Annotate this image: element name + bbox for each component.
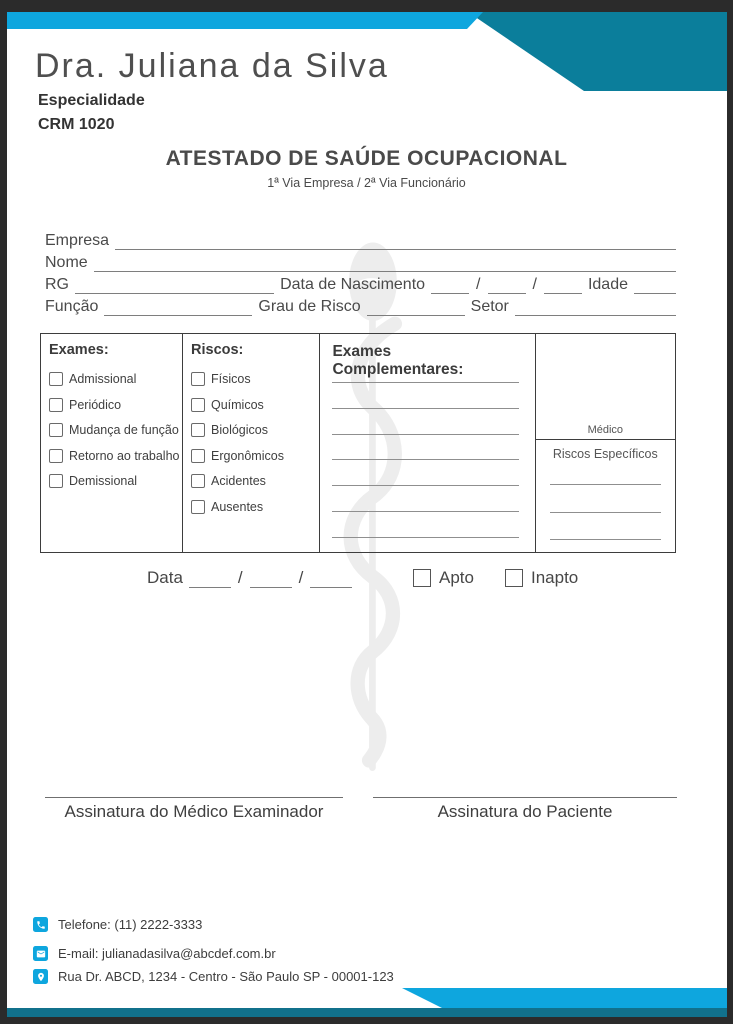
checkbox-item[interactable] xyxy=(191,423,311,437)
grau-risco-label: Grau de Risco xyxy=(258,298,361,315)
date-row xyxy=(147,568,358,588)
doctor-signature-line xyxy=(45,797,343,798)
blank-line xyxy=(332,485,518,486)
checkbox-label: Retorno ao trabalho xyxy=(69,448,180,463)
apto-option[interactable] xyxy=(413,568,474,588)
doctor-specialty: Especialidade xyxy=(38,92,145,109)
contact-address-row xyxy=(33,969,394,984)
medico-label: Médico xyxy=(587,424,624,436)
exam-table xyxy=(40,333,676,553)
checkbox-item[interactable] xyxy=(191,449,311,463)
checkbox[interactable] xyxy=(49,372,63,386)
checkbox-item[interactable] xyxy=(191,474,311,488)
phone-icon xyxy=(33,917,48,932)
data-dia-fill xyxy=(189,572,231,588)
field-row-rg-nascimento xyxy=(45,276,676,294)
empresa-label: Empresa xyxy=(45,232,110,249)
patient-signature-block xyxy=(373,797,677,822)
exames-checkbox-list xyxy=(49,372,180,488)
checkbox-label: Biológicos xyxy=(211,423,268,437)
patient-signature-label: Assinatura do Paciente xyxy=(437,802,613,821)
checkbox-item[interactable] xyxy=(49,448,180,463)
checkbox-item[interactable] xyxy=(49,474,174,488)
checkbox-item[interactable] xyxy=(49,398,174,412)
checkbox[interactable] xyxy=(49,423,63,437)
slash: / xyxy=(476,276,481,293)
checkbox[interactable] xyxy=(191,372,205,386)
exames-complementares-header: Exames Complementares: xyxy=(332,343,464,378)
checkbox[interactable] xyxy=(49,474,63,488)
nome-label: Nome xyxy=(45,254,88,271)
blank-line xyxy=(550,539,661,540)
blank-line xyxy=(332,382,518,383)
doctor-signature-block xyxy=(45,797,343,822)
blank-line xyxy=(332,537,518,538)
checkbox-label: Mudança de função xyxy=(69,423,179,437)
bottom-teal-band xyxy=(0,1008,733,1020)
nascimento-ano-fill xyxy=(544,279,582,294)
riscos-checkbox-list xyxy=(191,372,311,514)
patient-signature-line xyxy=(373,797,677,798)
checkbox-item[interactable] xyxy=(49,372,174,386)
checkbox-label: Ergonômicos xyxy=(211,448,284,463)
checkbox[interactable] xyxy=(191,474,205,488)
field-row-funcao-risco-setor xyxy=(45,298,676,316)
checkbox-label: Físicos xyxy=(211,372,251,386)
riscos-especificos-cell xyxy=(536,440,675,552)
funcao-fill-line xyxy=(104,301,252,316)
location-pin-icon xyxy=(33,969,48,984)
document-title: ATESTADO DE SAÚDE OCUPACIONAL xyxy=(165,147,568,170)
idade-label: Idade xyxy=(587,276,628,293)
blank-line xyxy=(550,512,661,513)
checkbox[interactable] xyxy=(49,449,63,463)
apto-checkbox[interactable] xyxy=(413,569,431,587)
exames-column xyxy=(41,334,183,552)
empresa-fill-line xyxy=(115,235,676,250)
rg-label: RG xyxy=(45,276,69,293)
document-subtitle: 1ª Via Empresa / 2ª Via Funcionário xyxy=(267,176,466,190)
slash: / xyxy=(298,568,304,588)
medico-riscos-column xyxy=(536,334,675,552)
apto-label: Apto xyxy=(439,568,474,587)
checkbox[interactable] xyxy=(191,449,205,463)
riscos-header: Riscos: xyxy=(191,342,244,358)
checkbox-item[interactable] xyxy=(191,398,311,412)
inapto-option[interactable] xyxy=(505,568,578,588)
checkbox[interactable] xyxy=(191,398,205,412)
nome-fill-line xyxy=(94,257,676,272)
bottom-right-blue-band xyxy=(402,988,733,1008)
setor-label: Setor xyxy=(470,298,509,315)
blank-line xyxy=(332,459,518,460)
doctor-signature-label: Assinatura do Médico Examinador xyxy=(64,802,324,821)
checkbox-label: Ausentes xyxy=(211,499,264,514)
rg-fill-line xyxy=(75,279,274,294)
data-nascimento-label: Data de Nascimento xyxy=(280,276,426,293)
blank-line xyxy=(332,511,518,512)
checkbox[interactable] xyxy=(49,398,63,412)
funcao-label: Função xyxy=(45,298,99,315)
blank-line xyxy=(332,434,518,435)
data-mes-fill xyxy=(250,572,292,588)
doctor-crm: CRM 1020 xyxy=(38,116,115,133)
checkbox-label: Periódico xyxy=(69,397,122,412)
contact-email-row xyxy=(33,946,276,961)
phone-text: Telefone: (11) 2222-3333 xyxy=(58,917,203,932)
inapto-checkbox[interactable] xyxy=(505,569,523,587)
medico-signature-cell xyxy=(536,334,675,440)
nascimento-dia-fill xyxy=(431,279,469,294)
contact-phone-row xyxy=(33,917,202,932)
exames-complementares-column xyxy=(320,334,535,552)
checkbox-item[interactable] xyxy=(49,423,179,437)
nascimento-mes-fill xyxy=(488,279,526,294)
riscos-especificos-lines xyxy=(550,484,661,540)
checkbox-label: Químicos xyxy=(211,397,264,412)
data-ano-fill xyxy=(310,572,352,588)
checkbox[interactable] xyxy=(191,423,205,437)
exames-header: Exames: xyxy=(49,342,109,358)
riscos-especificos-header: Riscos Específicos xyxy=(552,447,658,461)
checkbox-item[interactable] xyxy=(191,500,311,514)
blank-line xyxy=(332,408,518,409)
field-row-nome xyxy=(45,254,676,272)
riscos-column xyxy=(183,334,320,552)
setor-fill-line xyxy=(515,301,676,316)
address-text: Rua Dr. ABCD, 1234 - Centro - São Paulo SP - 00001-123 xyxy=(58,969,394,984)
grau-risco-fill-line xyxy=(367,301,465,316)
data-label: Data xyxy=(147,568,183,587)
top-left-blue-band xyxy=(7,12,483,29)
slash: / xyxy=(237,568,243,588)
checkbox-item[interactable] xyxy=(191,372,311,386)
checkbox-label: Acidentes xyxy=(211,474,266,488)
slash: / xyxy=(532,276,537,293)
checkbox[interactable] xyxy=(191,500,205,514)
email-text: E-mail: julianadasilva@abcdef.com.br xyxy=(58,946,276,961)
inapto-label: Inapto xyxy=(531,568,579,587)
exames-complementares-lines xyxy=(332,382,518,538)
checkbox-label: Demissional xyxy=(69,474,138,488)
doctor-name: Dra. Juliana da Silva xyxy=(35,47,389,85)
blank-line xyxy=(550,484,661,485)
field-row-empresa xyxy=(45,232,676,250)
email-icon xyxy=(33,946,48,961)
checkbox-label: Admissional xyxy=(69,372,137,386)
idade-fill-line xyxy=(634,279,676,294)
